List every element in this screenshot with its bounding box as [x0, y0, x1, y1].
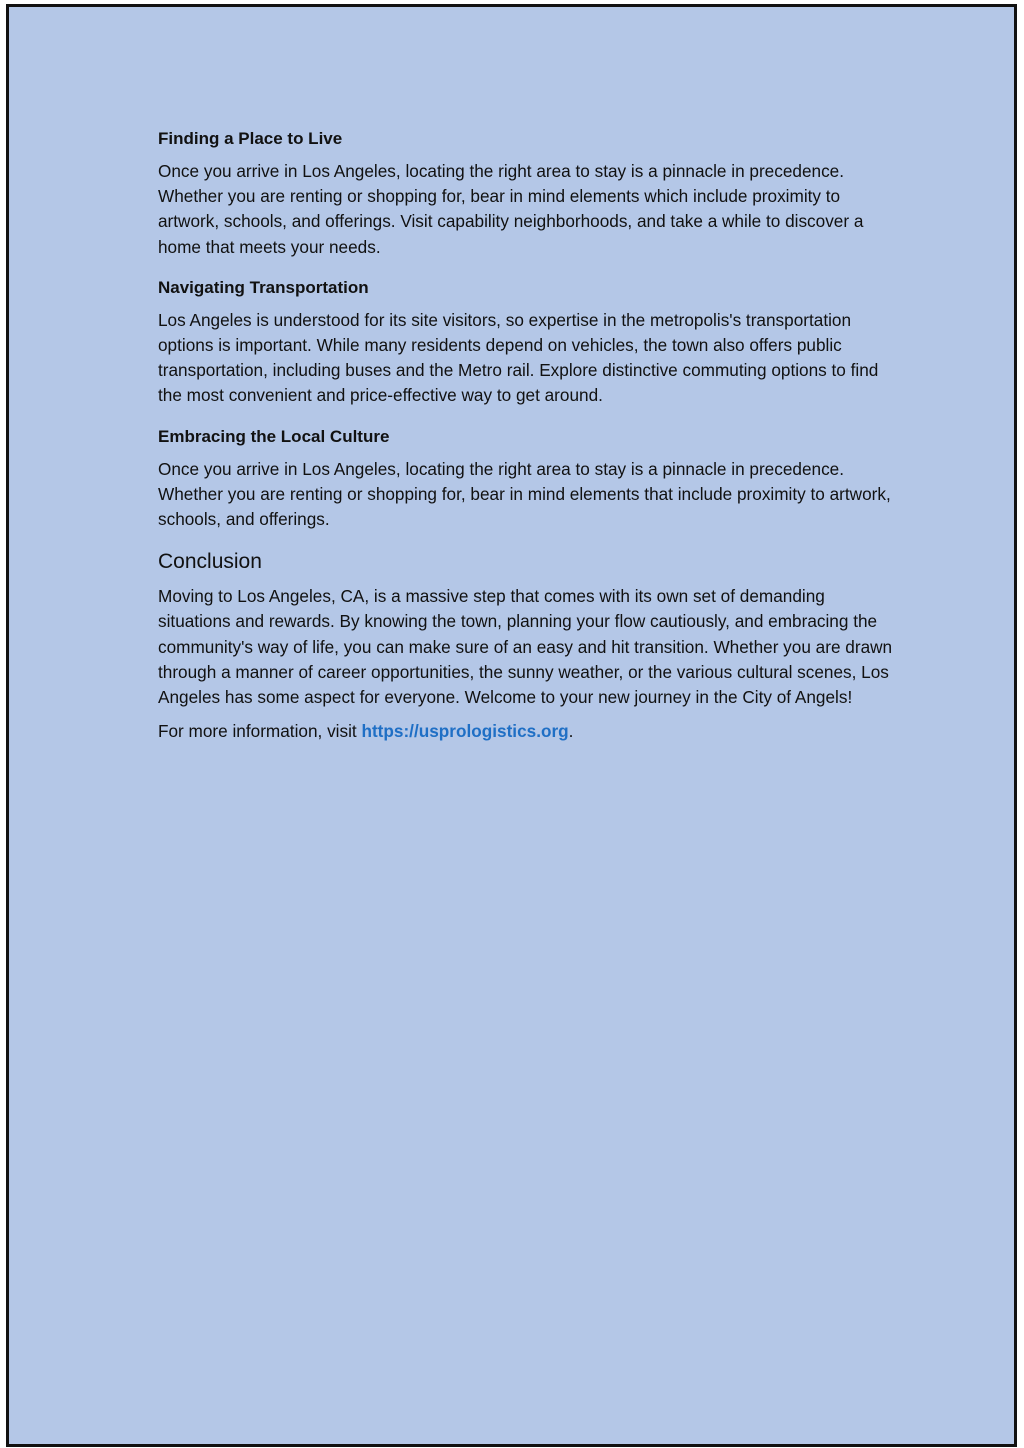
document-page: [6, 4, 1017, 1447]
more-info-line: [158, 719, 898, 744]
section-body-transportation: Los Angeles is understood for its site visitors, so expertise in the metropolis's transportation options is important. While many residents depend on vehicles, the town also offers public transportation, including buses and the Metro rail. Explore distinctive commuting options to find the most convenient and price-effective way to get around.: [158, 309, 879, 406]
document-content: [158, 128, 898, 761]
more-info-suffix: .: [568, 721, 574, 742]
section-heading-finding-place: Finding a Place to Live: [158, 129, 343, 148]
conclusion-body: Moving to Los Angeles, CA, is a massive step that comes with its own set of demanding situations and rewards. By knowing the town, planning your flow cautiously, and embracing the community's way of life, you can make sure of an easy and hit transition. Whether you are drawn through a manner of career opportunities, the sunny weather, or the various cultural scenes, Los Angeles has some aspect for everyone. Welcome to your new journey in the City of Angels!: [158, 586, 893, 708]
more-info-prefix: For more information, visit: [158, 721, 362, 742]
conclusion-heading: Conclusion: [158, 550, 262, 574]
usprologistics-link[interactable]: https://usprologistics.org: [361, 721, 569, 742]
section-body-finding-place: Once you arrive in Los Angeles, locating the right area to stay is a pinnacle in precedence. Whether you are renting or shopping for, bear in mind elements which include proximity to artwork, schools, and offerings. Visit capability neighborhoods, and take a while to discover a home that meets your needs.: [158, 161, 864, 257]
section-body-local-culture: Once you arrive in Los Angeles, locating the right area to stay is a pinnacle in precedence. Whether you are renting or shopping for, bear in mind elements that include proximity to artwork, schools, and offerings.: [158, 458, 891, 530]
section-heading-transportation: Navigating Transportation: [158, 277, 369, 297]
section-heading-local-culture: Embracing the Local Culture: [158, 426, 390, 446]
